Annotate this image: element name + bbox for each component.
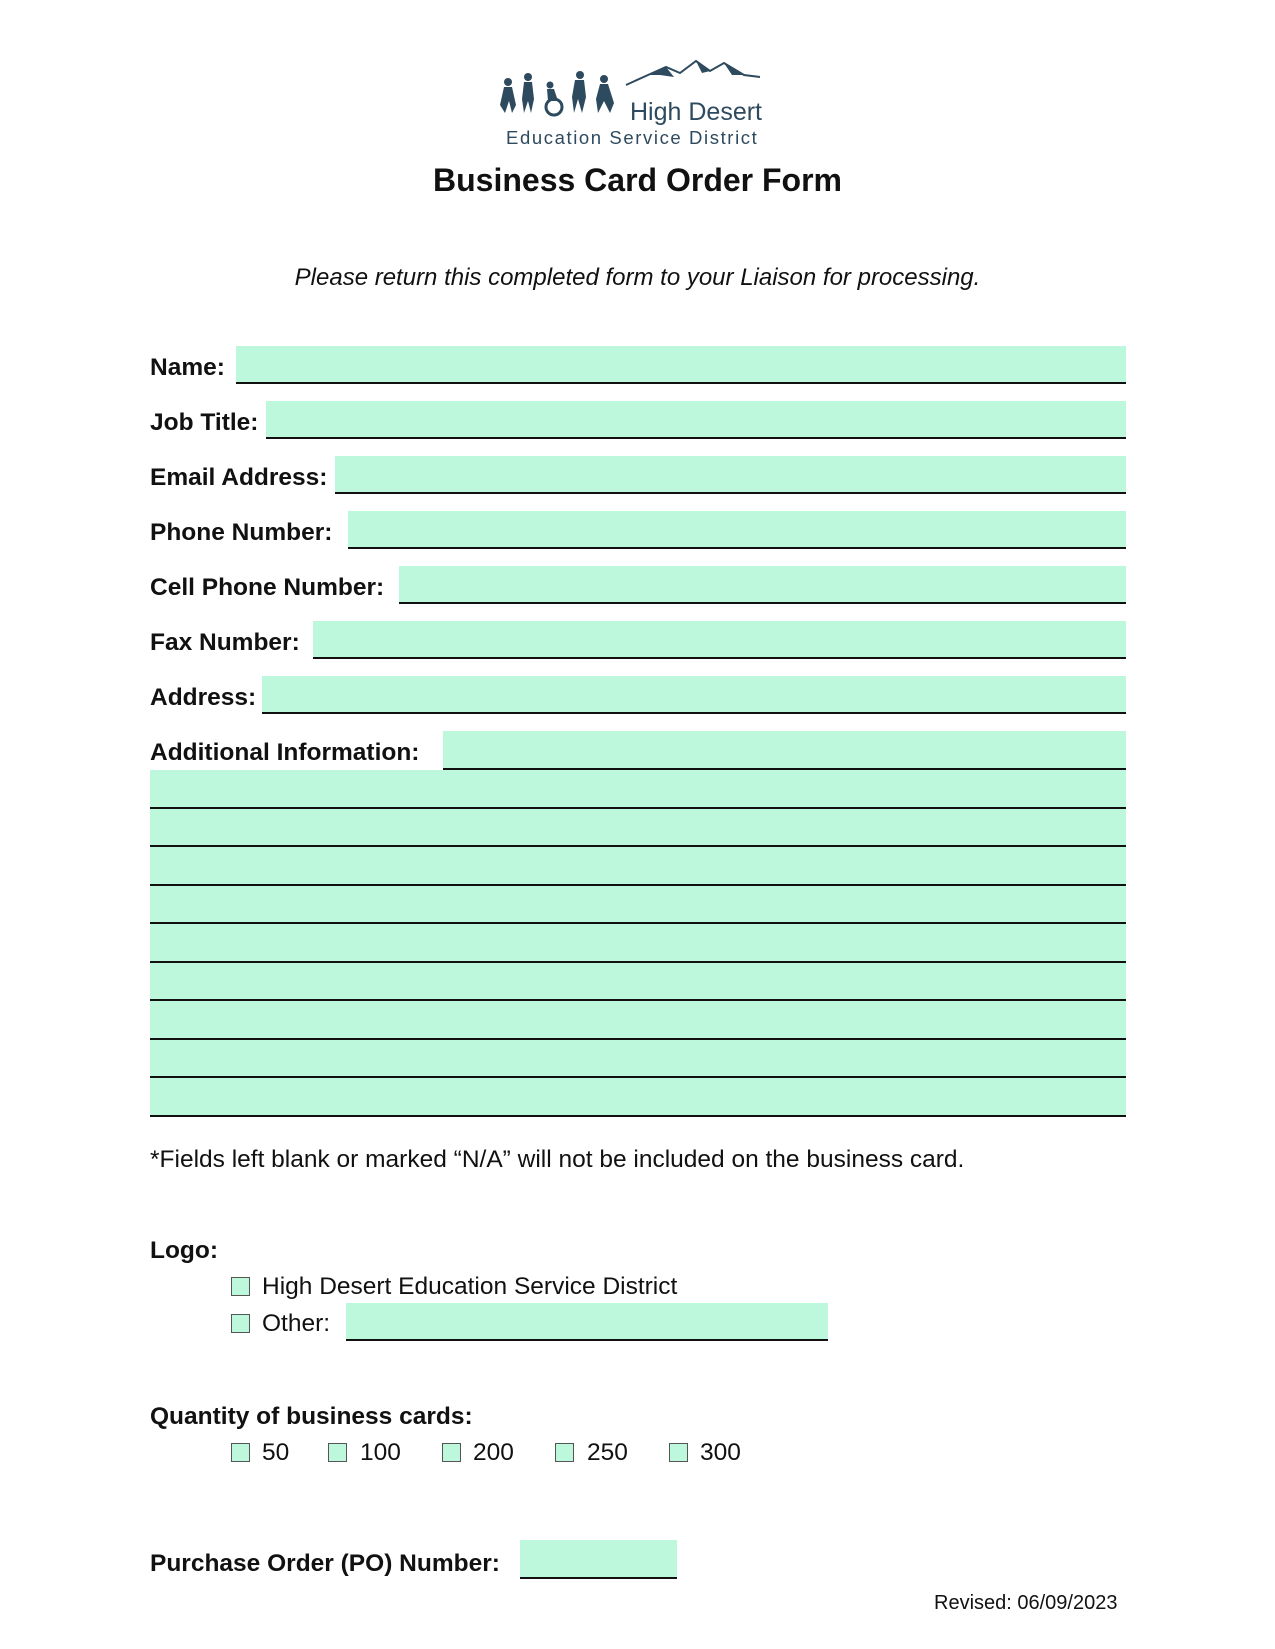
address-field[interactable] <box>262 676 1126 714</box>
additional-info-line[interactable] <box>150 1001 1126 1040</box>
logo-other-field[interactable] <box>346 1303 828 1341</box>
cell-phone-field[interactable] <box>399 566 1126 604</box>
quantity-50-label: 50 <box>262 1439 290 1466</box>
additional-info-line[interactable] <box>150 963 1126 1001</box>
additional-info-label: Additional Information: <box>150 739 420 766</box>
quantity-250-label: 250 <box>587 1439 628 1466</box>
fax-label: Fax Number: <box>150 629 300 656</box>
quantity-100-label: 100 <box>360 1439 401 1466</box>
form-instructions: Please return this completed form to your Liaison for processing. <box>294 264 981 291</box>
quantity-heading: Quantity of business cards: <box>150 1403 473 1430</box>
phone-field[interactable] <box>348 511 1126 549</box>
district-logo <box>498 55 788 150</box>
logo-other-checkbox[interactable] <box>231 1314 250 1333</box>
quantity-300-label: 300 <box>700 1439 741 1466</box>
cell-phone-label: Cell Phone Number: <box>150 574 385 601</box>
logo-heading: Logo: <box>150 1237 219 1264</box>
quantity-250-checkbox[interactable] <box>555 1443 574 1462</box>
phone-label: Phone Number: <box>150 519 333 546</box>
logo-hdesd-checkbox[interactable] <box>231 1277 250 1296</box>
revision-date: Revised: 06/09/2023 <box>934 1592 1118 1614</box>
additional-info-line[interactable] <box>150 770 1126 809</box>
additional-info-line[interactable] <box>150 847 1126 886</box>
additional-info-line[interactable] <box>150 1078 1126 1117</box>
quantity-200-checkbox[interactable] <box>442 1443 461 1462</box>
fax-field[interactable] <box>313 621 1126 659</box>
name-label: Name: <box>150 354 225 381</box>
quantity-200-label: 200 <box>473 1439 514 1466</box>
name-field[interactable] <box>236 346 1126 384</box>
additional-info-line[interactable] <box>150 809 1126 847</box>
blank-fields-note: *Fields left blank or marked “N/A” will not be included on the business card. <box>150 1146 965 1173</box>
po-number-label: Purchase Order (PO) Number: <box>150 1550 500 1577</box>
quantity-50-checkbox[interactable] <box>231 1443 250 1462</box>
additional-info-line[interactable] <box>150 924 1126 963</box>
additional-info-line[interactable] <box>150 886 1126 924</box>
quantity-100-checkbox[interactable] <box>328 1443 347 1462</box>
form-title: Business Card Order Form <box>433 162 842 198</box>
logo-other-label: Other: <box>262 1310 331 1337</box>
po-number-field[interactable] <box>520 1540 677 1579</box>
job-title-field[interactable] <box>266 401 1126 439</box>
email-field[interactable] <box>335 456 1126 494</box>
logo-subtitle-line: Education Service District <box>506 127 759 148</box>
logo-name-line: High Desert <box>630 98 762 126</box>
additional-info-field[interactable] <box>443 731 1126 770</box>
address-label: Address: <box>150 684 257 711</box>
job-title-label: Job Title: <box>150 409 259 436</box>
additional-info-line[interactable] <box>150 1040 1126 1078</box>
logo-hdesd-label: High Desert Education Service District <box>262 1273 678 1300</box>
email-label: Email Address: <box>150 464 328 491</box>
quantity-300-checkbox[interactable] <box>669 1443 688 1462</box>
